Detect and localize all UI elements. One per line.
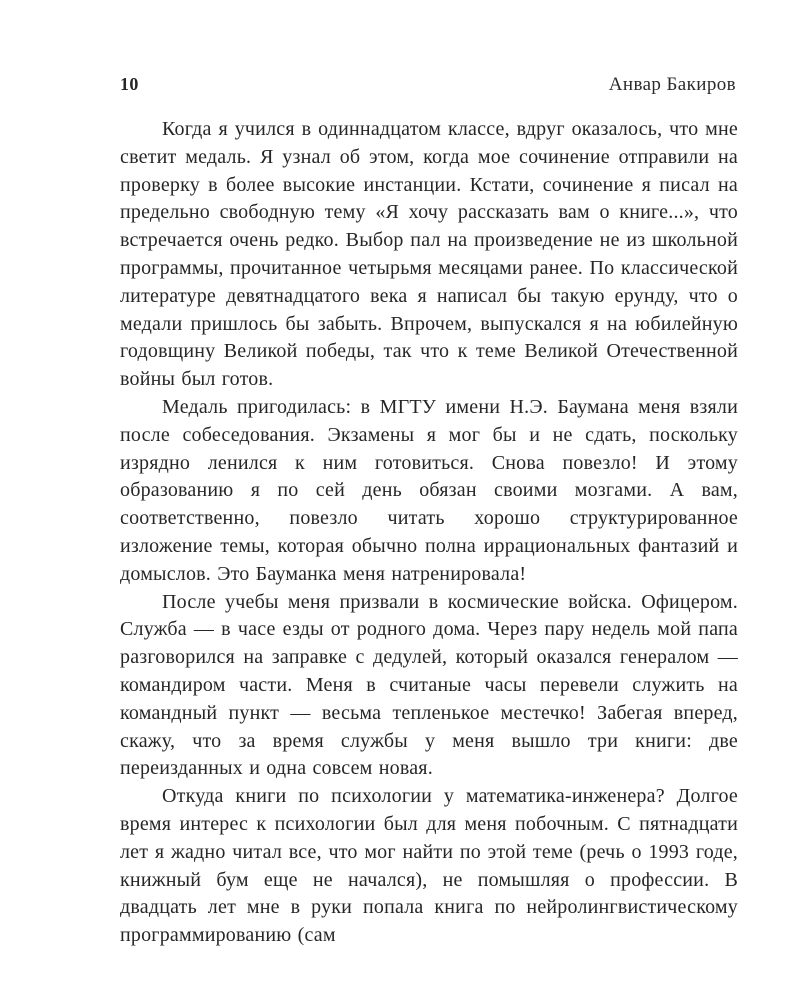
paragraph-2: Медаль пригодилась: в МГТУ имени Н.Э. Баумана меня взяли после собеседования. Экзамены я мог бы и не сдать, поскольку изрядно ленился к ним готовиться. Снова повезло! И этому образованию я по сей день обязан своими мозгами. А вам, соответственно, повезло читать хорошо структурированное изложение темы, которая обычно полна иррациональных фантазий и домыслов. Это Бауманка меня натренировала! (120, 395, 738, 585)
page-body (120, 116, 738, 950)
page-header (120, 74, 736, 96)
page-number: 10 (120, 74, 139, 94)
running-head-author: Анвар Бакиров (608, 74, 736, 95)
paragraph-4: Откуда книги по психологии у математика-инженера? Долгое время интерес к психологии был для меня побочным. С пятнадцати лет я жадно читал все, что мог найти по этой теме (речь о 1993 годе, книжный бум еще не начался), не помышляя о профессии. В двадцать лет мне в руки попала книга по нейролингвистическому программированию (сам (120, 785, 738, 947)
paragraph-1: Когда я учился в одиннадцатом классе, вдруг оказалось, что мне светит медаль. Я узнал об этом, когда мое сочинение отправили на проверку в более высокие инстанции. Кстати, сочинение я писал на предельно свободную тему «Я хочу рассказать вам о книге...», что встречается очень редко. Выбор пал на произведение не из школьной программы, прочитанное четырьмя месяцами ранее. По классической литературе девятнадцатого века я написал бы такую ерунду, что о медали пришлось бы забыть. Впрочем, выпускался я на юбилейную годовщину Великой победы, так что к теме Великой Отечественной войны был готов. (120, 118, 738, 391)
paragraph-3: После учебы меня призвали в космические войска. Офицером. Служба — в часе езды от родного дома. Через пару недель мой папа разговорился на заправке с дедулей, который оказался генералом — командиром части. Меня в считаные часы перевели служить на командный пункт — весьма тепленькое местечко! Забегая вперед, скажу, что за время службы у меня вышло три книги: две переизданных и одна совсем новая. (120, 590, 738, 780)
